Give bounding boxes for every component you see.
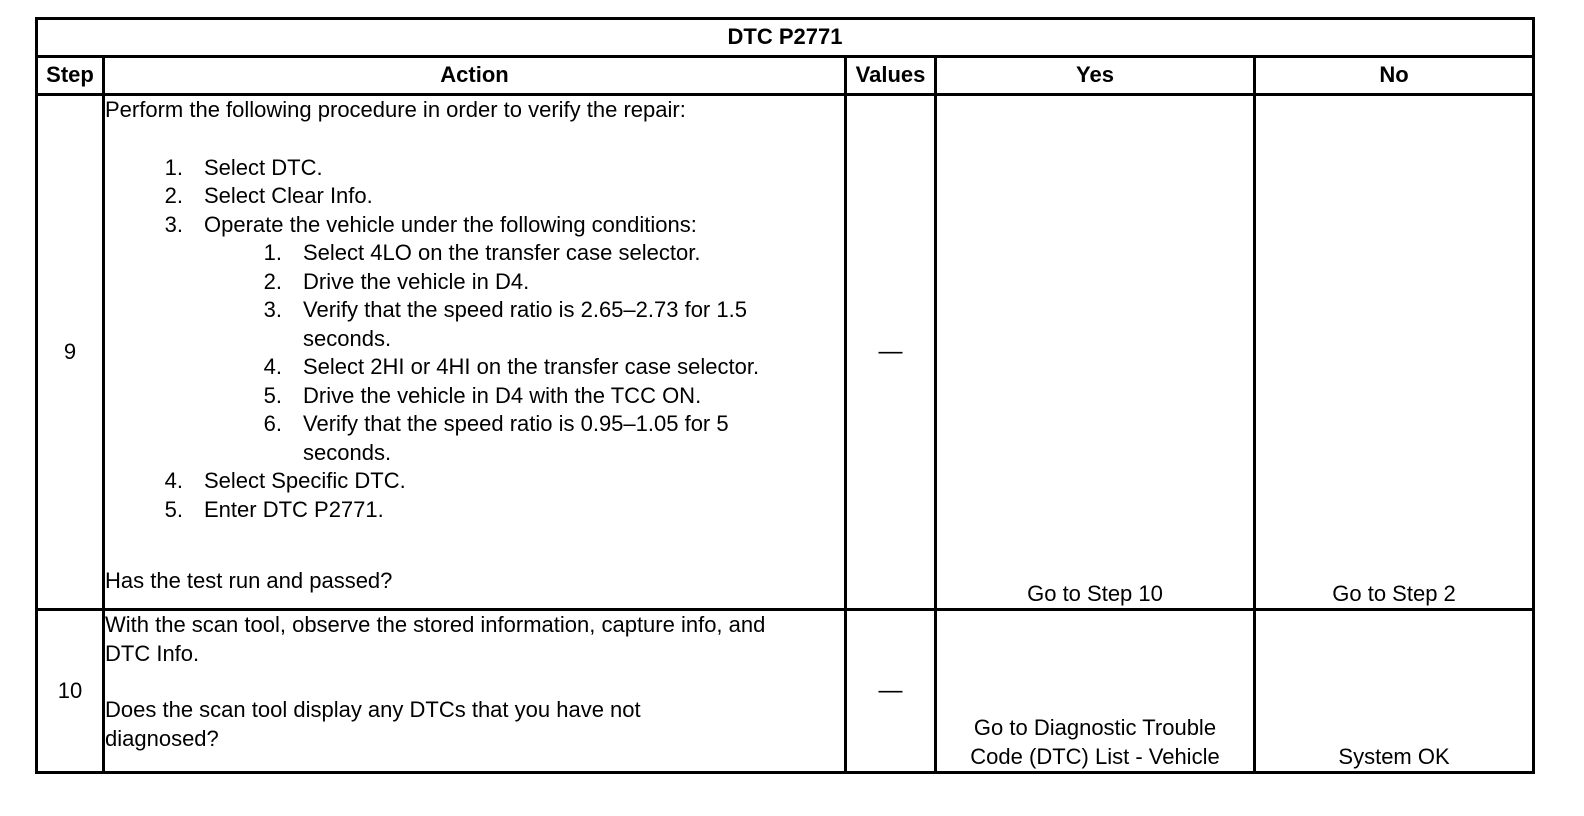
action-cell xyxy=(104,95,846,610)
list-item: 5. Enter DTC P2771. xyxy=(164,496,384,522)
list-item: 1. Select DTC. xyxy=(164,154,323,180)
no-cell: System OK xyxy=(1255,610,1534,773)
list-item: 3. Operate the vehicle under the following conditions: 1. Select 4LO on the transfer case selector. 2. Drive the vehicle in D4. 3. Verify that the speed ratio is 2.65–2.73 for 1.5 seconds. 4. Select 2HI or 4HI on the transfer case selector. 5. Drive the vehicle in D4 with the TCC ON. 6. Verify that the speed ratio is 0.95–1.05 for 5 seconds. xyxy=(105,211,844,468)
yes-cell: Go to Step 10 xyxy=(936,95,1255,610)
action-question: Has the test run and passed? xyxy=(105,568,393,593)
table-header-row xyxy=(37,57,1534,95)
table-row-step-10 xyxy=(37,610,1534,773)
header-step: Step xyxy=(37,57,104,95)
procedure-list xyxy=(105,154,844,525)
values-cell: — xyxy=(846,95,936,610)
step-number: 9 xyxy=(37,95,104,610)
dtc-table xyxy=(35,17,1535,774)
dtc-table-container xyxy=(35,17,1532,774)
action-intro: Perform the following procedure in order to verify the repair: xyxy=(105,97,686,122)
step-number: 10 xyxy=(37,610,104,773)
yes-cell: Go to Diagnostic Trouble Code (DTC) List - Vehicle xyxy=(936,610,1255,773)
list-item: 4. Select Specific DTC. xyxy=(164,468,406,493)
action-intro: With the scan tool, observe the stored information, capture info, and DTC Info. xyxy=(105,612,766,666)
sub-list-item: 3. Verify that the speed ratio is 2.65–2.73 for 1.5 seconds. xyxy=(263,297,747,351)
header-action: Action xyxy=(104,57,846,95)
list-item: 2. Select Clear Info. xyxy=(164,183,373,208)
no-cell: Go to Step 2 xyxy=(1255,95,1534,610)
sub-list-item: 1. Select 4LO on the transfer case selector. xyxy=(263,240,701,265)
conditions-list xyxy=(204,239,844,467)
sub-list-item: 6. Verify that the speed ratio is 0.95–1.05 for 5 seconds. xyxy=(263,411,729,465)
action-question: Does the scan tool display any DTCs that you have not diagnosed? xyxy=(105,697,641,751)
table-title-row xyxy=(37,19,1534,57)
table-row-step-9 xyxy=(37,95,1534,610)
header-no: No xyxy=(1255,57,1534,95)
table-title: DTC P2771 xyxy=(37,19,1534,57)
values-cell: — xyxy=(846,610,936,773)
header-yes: Yes xyxy=(936,57,1255,95)
sub-list-item: 4. Select 2HI or 4HI on the transfer case selector. xyxy=(263,354,760,379)
sub-list-item: 5. Drive the vehicle in D4 with the TCC ON. xyxy=(263,382,702,408)
header-values: Values xyxy=(846,57,936,95)
action-cell xyxy=(104,610,846,773)
sub-list-item: 2. Drive the vehicle in D4. xyxy=(263,268,530,294)
